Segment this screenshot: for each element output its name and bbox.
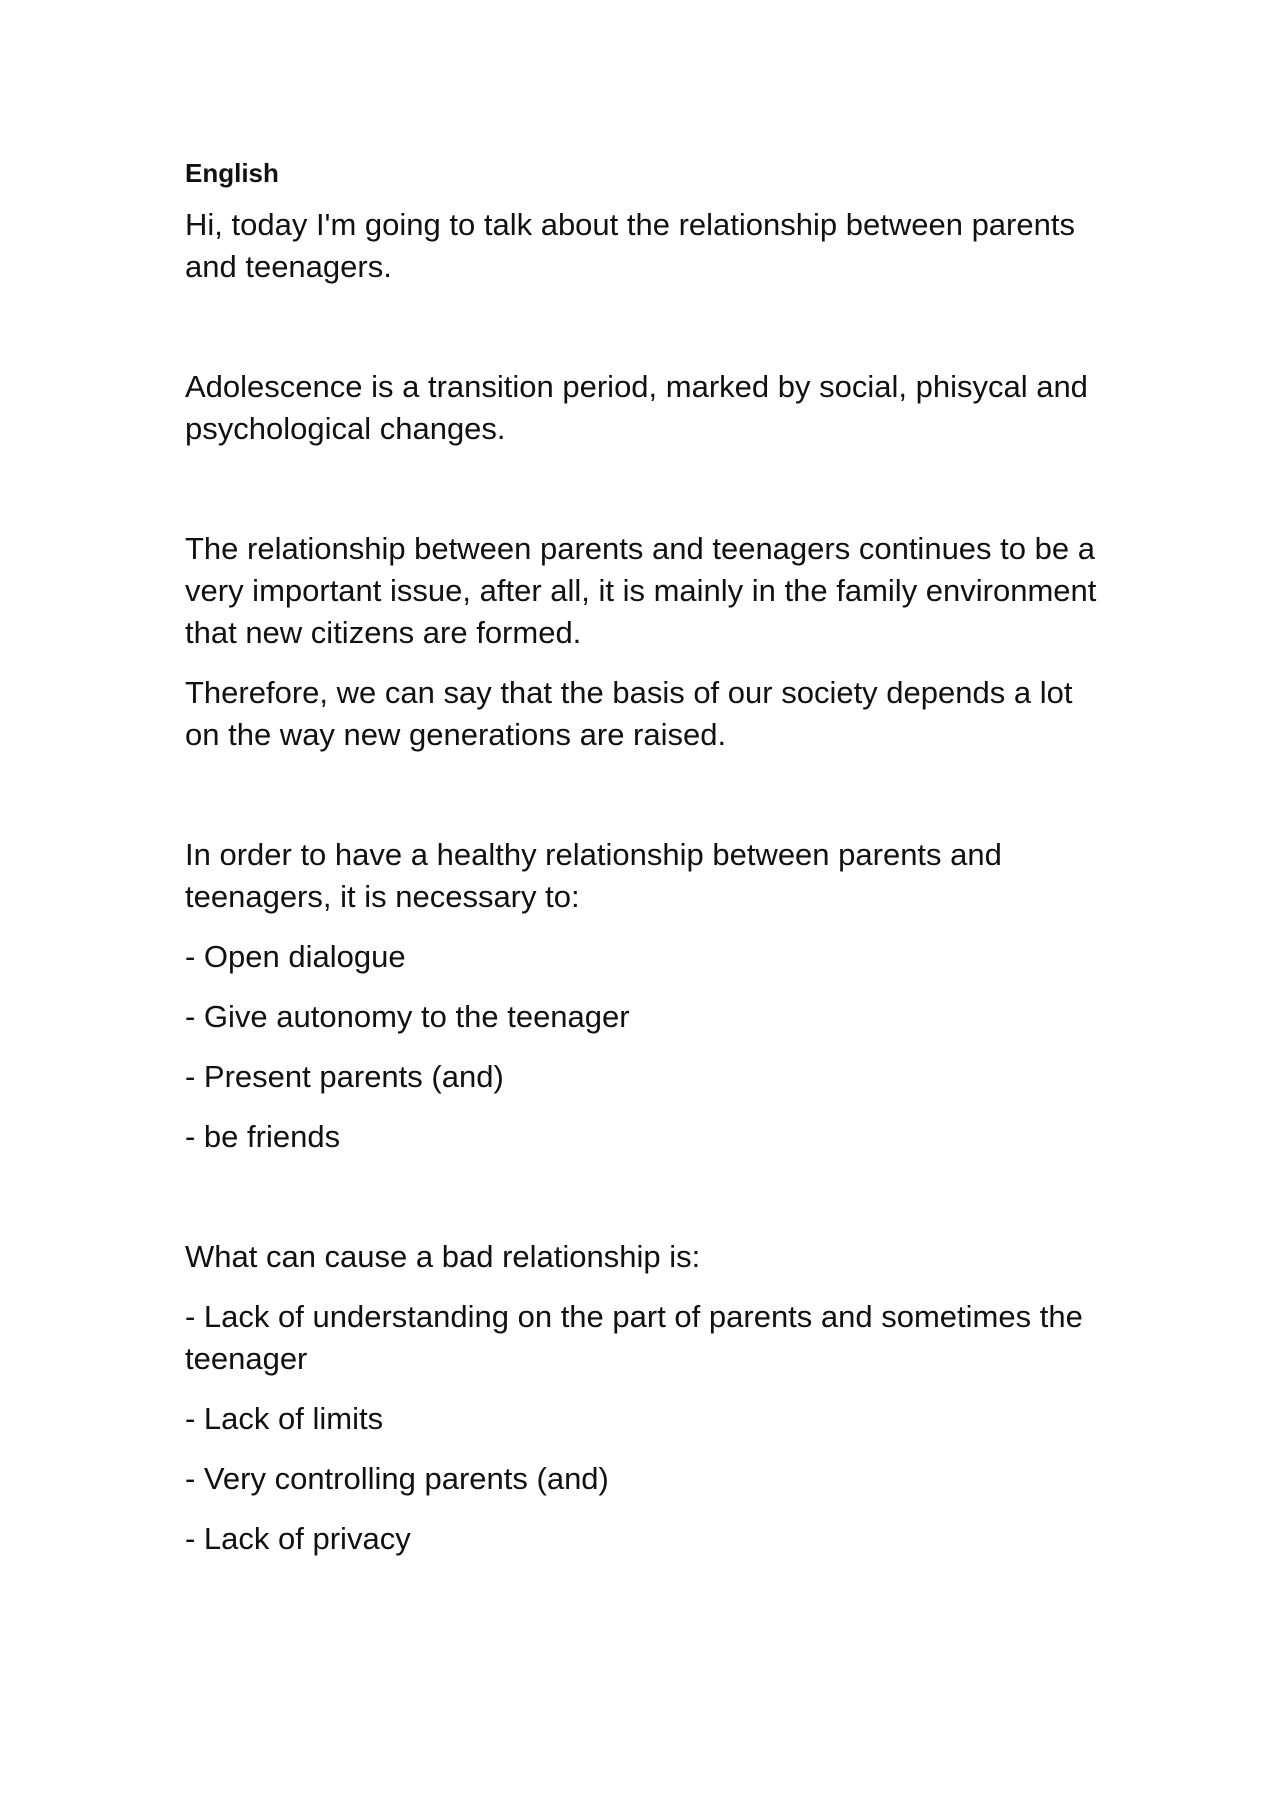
paragraph-adolescence: Adolescence is a transition period, marked by social, phisycal and psychological changes. (185, 369, 1088, 446)
document-heading: English (185, 158, 279, 188)
list-item-be-friends: - be friends (185, 1119, 341, 1154)
paragraph-society: Therefore, we can say that the basis of our society depends a lot on the way new generations are raised. (185, 675, 1073, 752)
list-item-autonomy: - Give autonomy to the teenager (185, 999, 630, 1034)
document-body (185, 156, 1105, 1560)
list-item-lack-understanding: - Lack of understanding on the part of parents and sometimes the teenager (185, 1299, 1083, 1376)
paragraph-relationship: The relationship between parents and teenagers continues to be a very important issue, after all, it is mainly in the family environment that new citizens are formed. (185, 531, 1097, 650)
list-item-present-parents: - Present parents (and) (185, 1059, 504, 1094)
paragraph-healthy-intro: In order to have a healthy relationship between parents and teenagers, it is necessary to: (185, 837, 1002, 914)
list-item-lack-limits: - Lack of limits (185, 1401, 384, 1436)
paragraph-intro: Hi, today I'm going to talk about the relationship between parents and teenagers. (185, 207, 1075, 284)
list-item-open-dialogue: - Open dialogue (185, 939, 406, 974)
paragraph-bad-intro: What can cause a bad relationship is: (185, 1239, 701, 1274)
list-item-controlling-parents: - Very controlling parents (and) (185, 1461, 609, 1496)
list-item-lack-privacy: - Lack of privacy (185, 1521, 411, 1556)
